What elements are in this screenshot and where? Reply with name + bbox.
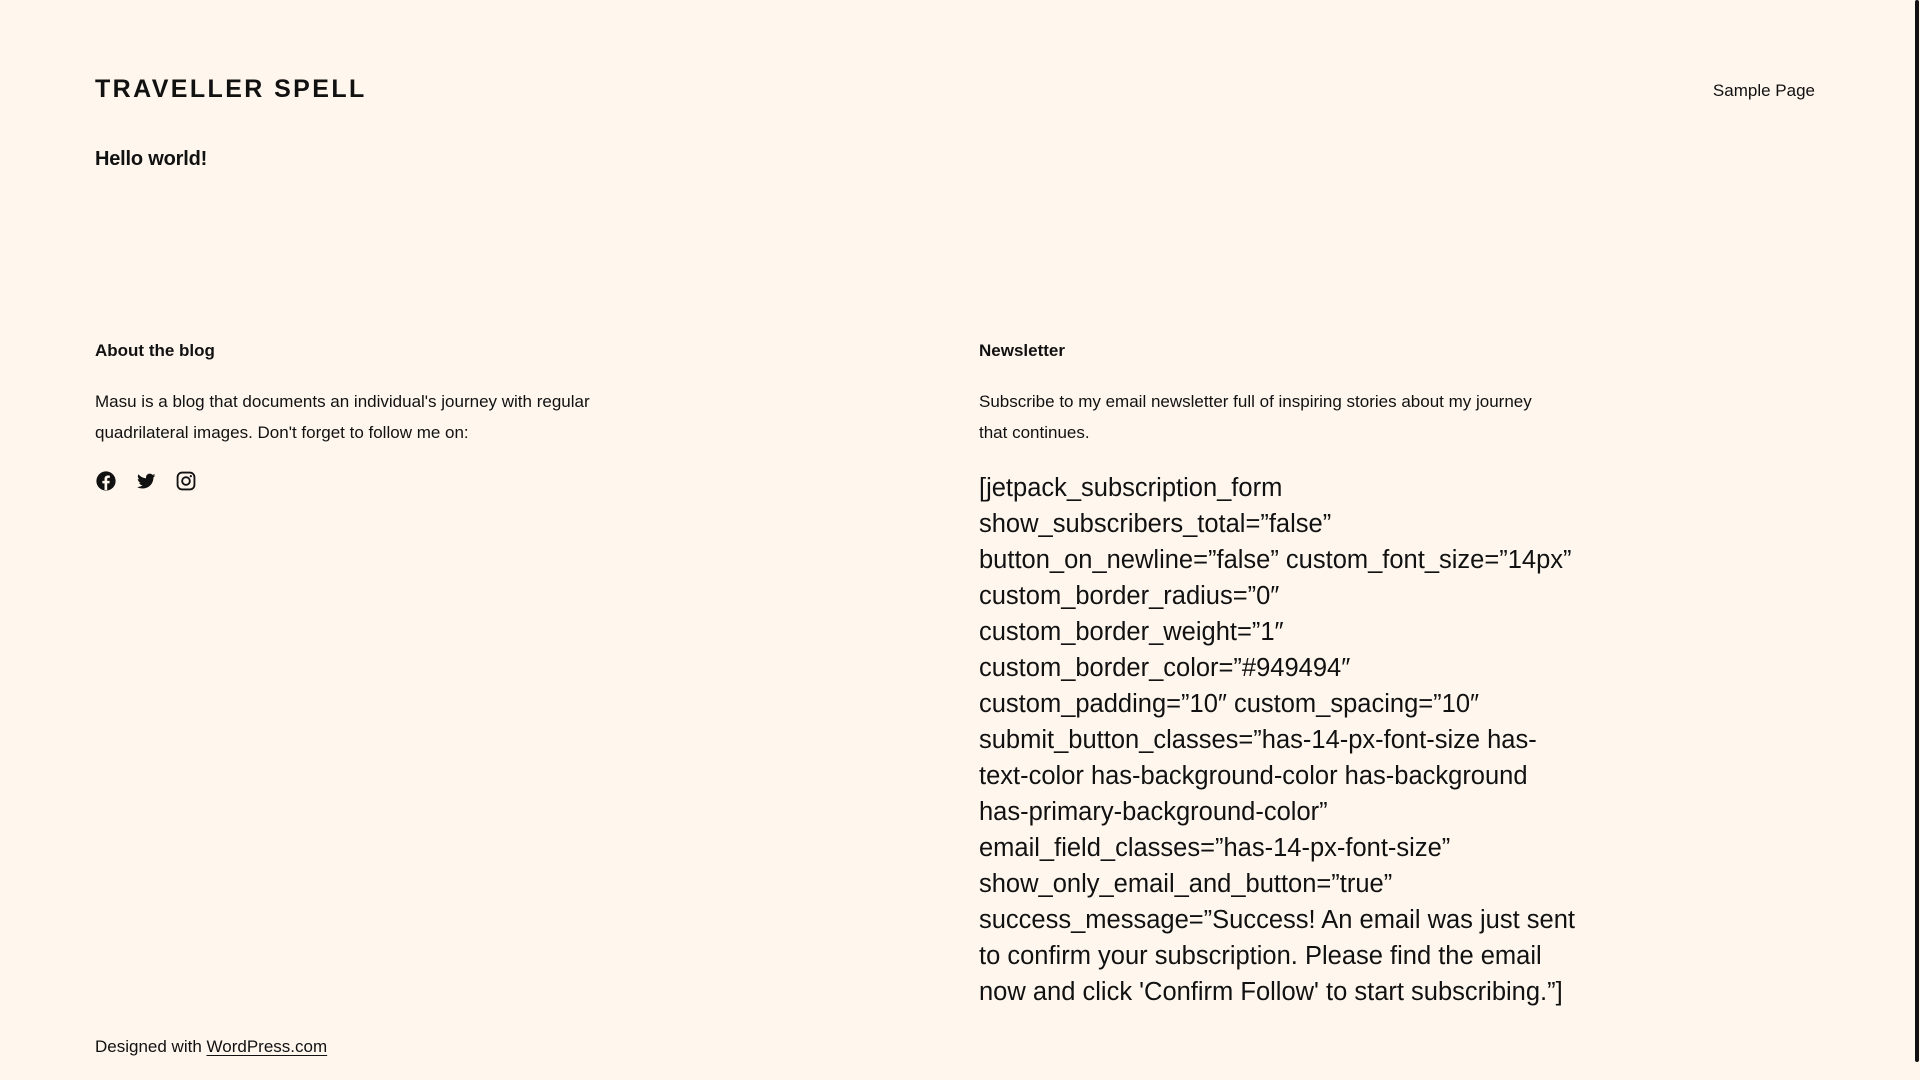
- newsletter-heading: Newsletter: [979, 341, 1065, 360]
- nav-item-sample-page[interactable]: Sample Page: [1712, 81, 1815, 100]
- social-links: [95, 470, 695, 492]
- site-footer: [95, 1036, 327, 1058]
- wordpress-link[interactable]: WordPress.com: [206, 1037, 328, 1056]
- about-widget: [95, 340, 695, 492]
- about-heading: About the blog: [95, 341, 215, 360]
- vertical-scrollbar[interactable]: [1911, 0, 1920, 1080]
- footer-credit-text: Designed with: [95, 1037, 207, 1056]
- facebook-icon[interactable]: [95, 470, 117, 492]
- scrollbar-thumb[interactable]: [1915, 0, 1919, 1062]
- subscription-shortcode-text: [jetpack_subscription_form show_subscribers_total=”false” button_on_newline=”false” custom_font_size=”14px” custom_border_radius=”0″ custom_border_weight=”1″ custom_border_color=”#949494″ custom_padding=”10″ custom_spacing=”10″ submit_button_classes=”has-14-px-font-size has-text-color has-background-color has-background has-primary-background-color” email_field_classes=”has-14-px-font-size” show_only_email_and_button=”true” success_message=”Success! An email was just sent to confirm your subscription. Please find the email now and click 'Confirm Follow' to start subscribing.”]: [979, 474, 1575, 1006]
- newsletter-text: Subscribe to my email newsletter full of inspiring stories about my journey that continues.: [979, 392, 1532, 442]
- instagram-icon[interactable]: [175, 470, 197, 492]
- site-title[interactable]: TRAVELLER SPELL: [95, 75, 367, 103]
- twitter-icon[interactable]: [135, 470, 157, 492]
- post-title[interactable]: Hello world!: [95, 148, 208, 170]
- about-text: Masu is a blog that documents an individual's journey with regular quadrilateral images. Don't forget to follow me on:: [95, 392, 590, 442]
- newsletter-widget: [979, 340, 1579, 1010]
